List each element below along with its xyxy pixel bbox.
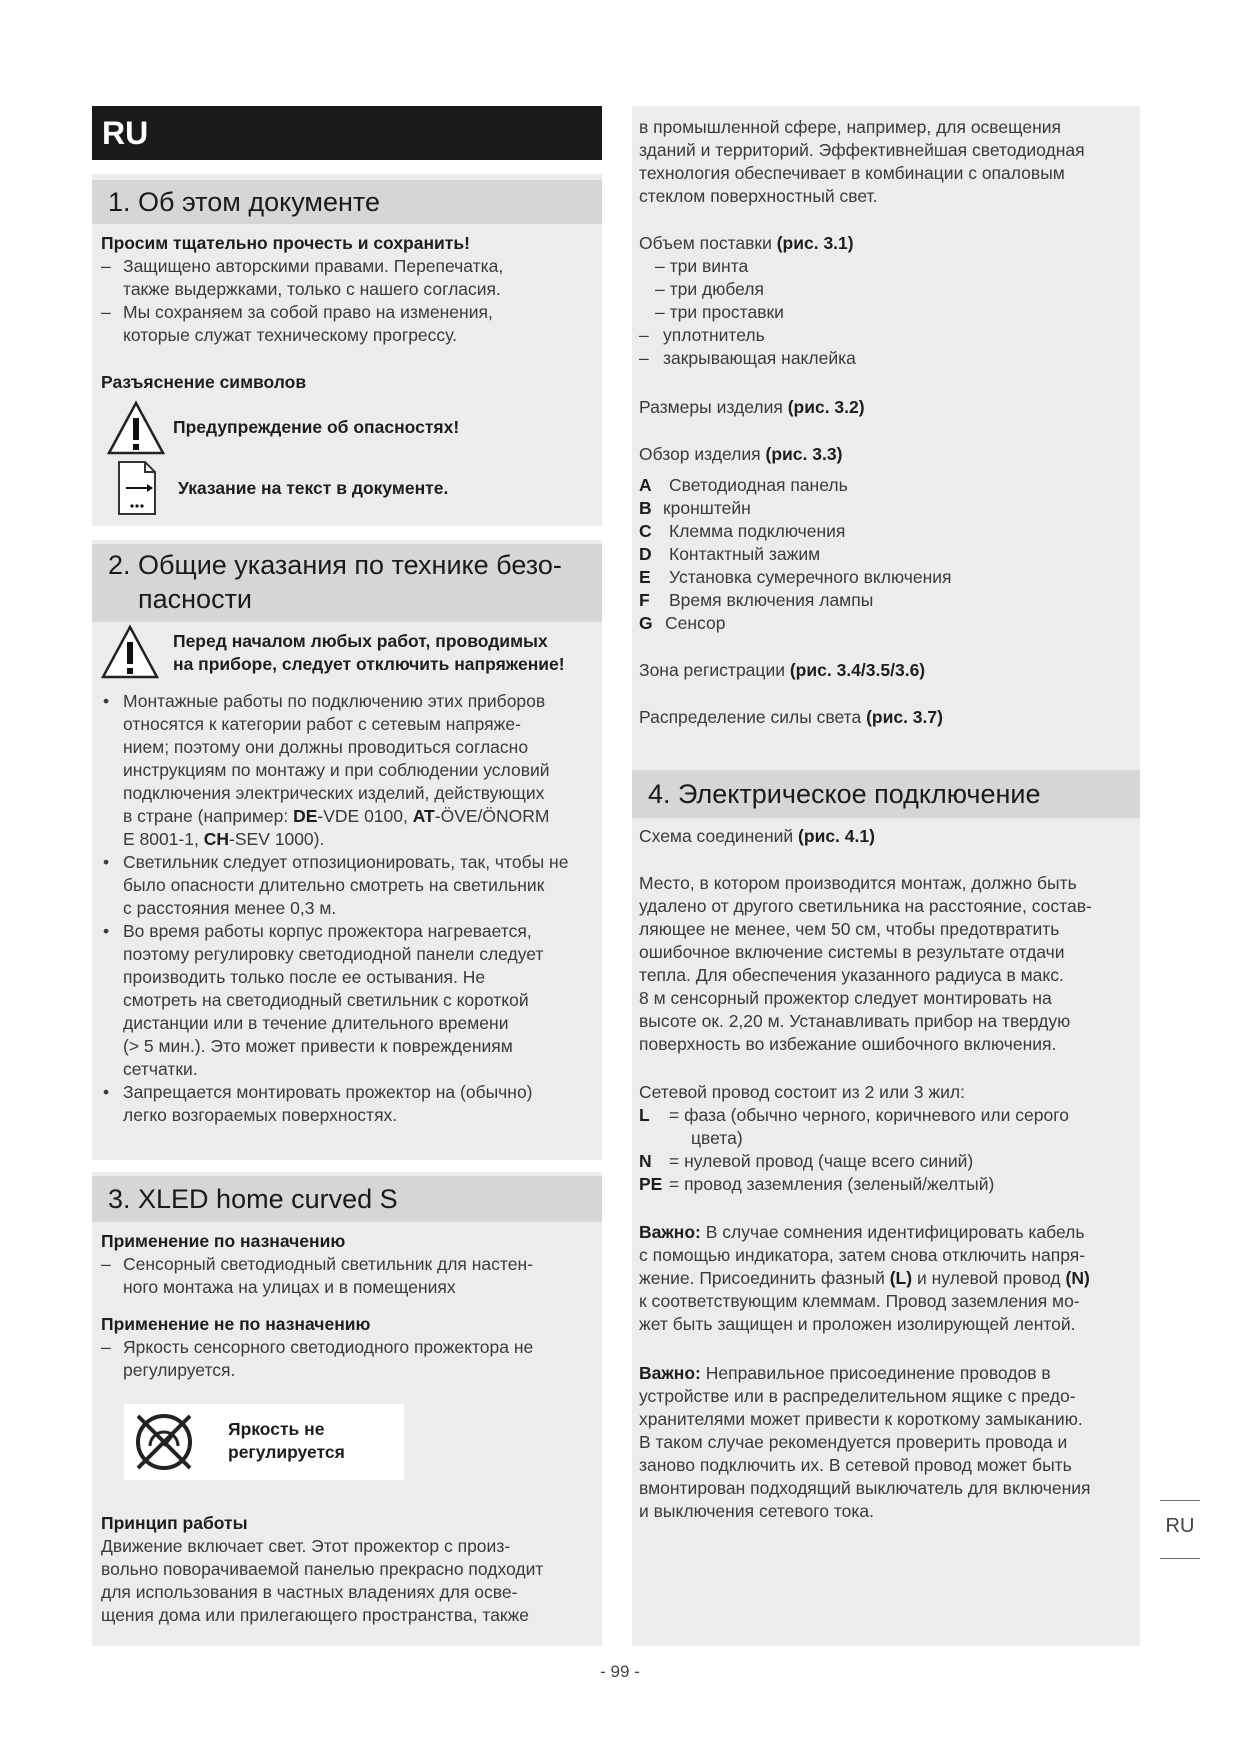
read-heading: Просим тщательно прочесть и сохранить! (101, 233, 470, 253)
part-item: A Светодиодная панель (639, 475, 848, 495)
installation-text: Место, в котором производится монтаж, должно быть удалено от другого светильника на расстояние, состав- ляющее не менее, чем 50 см, чтобы предотвратить ошибочное включение системы в результате отдачи тепла. Для обеспечения указанного радиуса в макс. 8 м сенсорный прожектор следует монтировать на высоте ок. 2,20 м. Устанавливать прибор на твердую поверхность во избежание ошибочного включения. (639, 873, 1092, 1054)
not-dimmable-box (124, 1404, 404, 1480)
principle-heading: Принцип работы (101, 1513, 248, 1533)
safety-item: • Светильник следует отпозиционировать, так, чтобы не было опасности длительно смотреть на светильник с расстояния менее 0,3 м. (101, 851, 601, 920)
safety-item: • Монтажные работы по подключению этих приборов относятся к категории работ с сетевым напряже- нием; поэтому они должны проводиться согласно инструкциям по монтажу и при соблюдении условий подключения электрических изделий, действующих в стране (например: DE-VDE 0100, AT-ÖVE/ÖNORM E 8001-1, CH-SEV 1000). (101, 690, 601, 851)
warning-symbol-label: Предупреждение об опасностях! (173, 417, 460, 437)
principle-text: Движение включает свет. Этот прожектор с произ- вольно поворачиваемой панелью прекрасно подходит для использования в частных владениях для осве- щения дома или прилегающего пространства, также (101, 1536, 544, 1625)
warning-triangle-icon (106, 400, 166, 456)
not-dimmable-icon (132, 1410, 196, 1474)
part-item: F Время включения лампы (639, 590, 874, 610)
section-1-panel (92, 174, 602, 526)
note-item: – Защищено авторскими правами. Перепечатка, также выдержками, только с нашего согласия. (101, 255, 601, 301)
misuse-item: – Яркость сенсорного светодиодного прожектора не регулируется. (101, 1336, 601, 1382)
part-item: C Клемма подключения (639, 521, 846, 541)
not-dimmable-label: Яркость не регулируется (228, 1419, 345, 1462)
warning-triangle-icon (100, 624, 160, 680)
overview-ref: Обзор изделия (рис. 3.3) (639, 444, 843, 464)
detection-zone-ref: Зона регистрации (рис. 3.4/3.5/3.6) (639, 660, 926, 680)
wire-item: N = нулевой провод (чаще всего синий) (639, 1151, 974, 1171)
section-4-title: 4. Электрическое подключение (632, 770, 1140, 818)
important-note-1: Важно: В случае сомнения идентифицировать кабель с помощью индикатора, затем снова отключить напря- жение. Присоединить фазный (L) и нулевой провод (N) к соответствующим клеммам. Провод заземления мо- жет быть защищен и проложен изолирующей лентой. (639, 1222, 1090, 1334)
intended-use-list (101, 1253, 601, 1299)
wire-item: L = фаза (обычно черного, коричневого или серого (639, 1105, 1069, 1125)
language-tag: RU (92, 106, 602, 160)
note-item: – Мы сохраняем за собой право на изменения, которые служат техническому прогрессу. (101, 301, 601, 347)
safety-list (101, 690, 601, 1127)
wire-item: PE = провод заземления (зеленый/желтый) (639, 1174, 995, 1194)
reference-symbol-label: Указание на текст в документе. (178, 478, 449, 498)
document-reference-icon (117, 460, 157, 516)
safety-item: • Запрещается монтировать прожектор на (обычно) легко возгораемых поверхностях. (101, 1081, 601, 1127)
cable-description: Сетевой провод состоит из 2 или 3 жил: L = фаза (обычно черного, коричневого или серого цвета) N = нулевой провод (чаще всего синий) PE = провод заземления (зеленый/желтый) (639, 1081, 1134, 1196)
wiring-diagram-ref: Схема соединений (рис. 4.1) (639, 826, 875, 846)
section-1-title: 1. Об этом документе (92, 180, 602, 224)
symbols-heading: Разъяснение символов (101, 372, 307, 392)
side-tab-rule-top (1160, 1500, 1200, 1501)
part-item: D Контактный зажим (639, 544, 821, 564)
part-item: G Сенсор (639, 613, 726, 633)
parts-list (639, 474, 1134, 635)
light-distribution-ref: Распределение силы света (рис. 3.7) (639, 707, 943, 727)
section-2-title: 2. Общие указания по технике безо- пасности (92, 544, 602, 622)
important-note-2: Важно: Неправильное присоединение проводов в устройстве или в распределительном ящике с предо- хранителями может привести к короткому замыканию. В таком случае рекомендуется проверить провода и заново подключить их. В сетевой провод может быть вмонтирован подходящий выключатель для включения и выключения сетевого тока. (639, 1363, 1091, 1521)
dimensions-ref: Размеры изделия (рис. 3.2) (639, 397, 865, 417)
delivery-item: – уплотнитель (639, 324, 1134, 347)
intended-use-heading: Применение по назначению (101, 1231, 346, 1251)
part-item: E Установка сумеречного включения (639, 567, 952, 587)
section-3-title: 3. XLED home curved S (92, 1176, 602, 1222)
page-number: - 99 - (600, 1662, 640, 1681)
intended-use-item: – Сенсорный светодиодный светильник для настен- ного монтажа на улицах и в помещениях (101, 1253, 601, 1299)
misuse-list (101, 1336, 601, 1382)
part-item: B кронштейн (639, 498, 751, 518)
principle-continuation: в промышленной сфере, например, для освещения зданий и территорий. Эффективнейшая светодиодная технология обеспечивает в комбинации с опаловым стеклом поверхностный свет. (639, 117, 1085, 206)
power-off-warning: Перед началом любых работ, проводимых на приборе, следует отключить напряжение! (173, 631, 565, 674)
side-tab-rule-bottom (1160, 1558, 1200, 1559)
delivery-scope: Объем поставки (рис. 3.1) – три винта – три дюбеля – три проставки – уплотнитель – закрывающая наклейка (639, 232, 1134, 370)
delivery-item: – закрывающая наклейка (639, 347, 1134, 370)
side-tab-label: RU (1165, 1515, 1195, 1537)
document-notes (101, 255, 601, 347)
safety-item: • Во время работы корпус прожектора нагревается, поэтому регулировку светодиодной панели следует производить только после ее остывания. Не смотреть на светодиодный светильник с короткой дистанции или в течение длительного времени (> 5 мин.). Это может привести к повреждениям сетчатки. (101, 920, 601, 1081)
misuse-heading: Применение не по назначению (101, 1314, 371, 1334)
